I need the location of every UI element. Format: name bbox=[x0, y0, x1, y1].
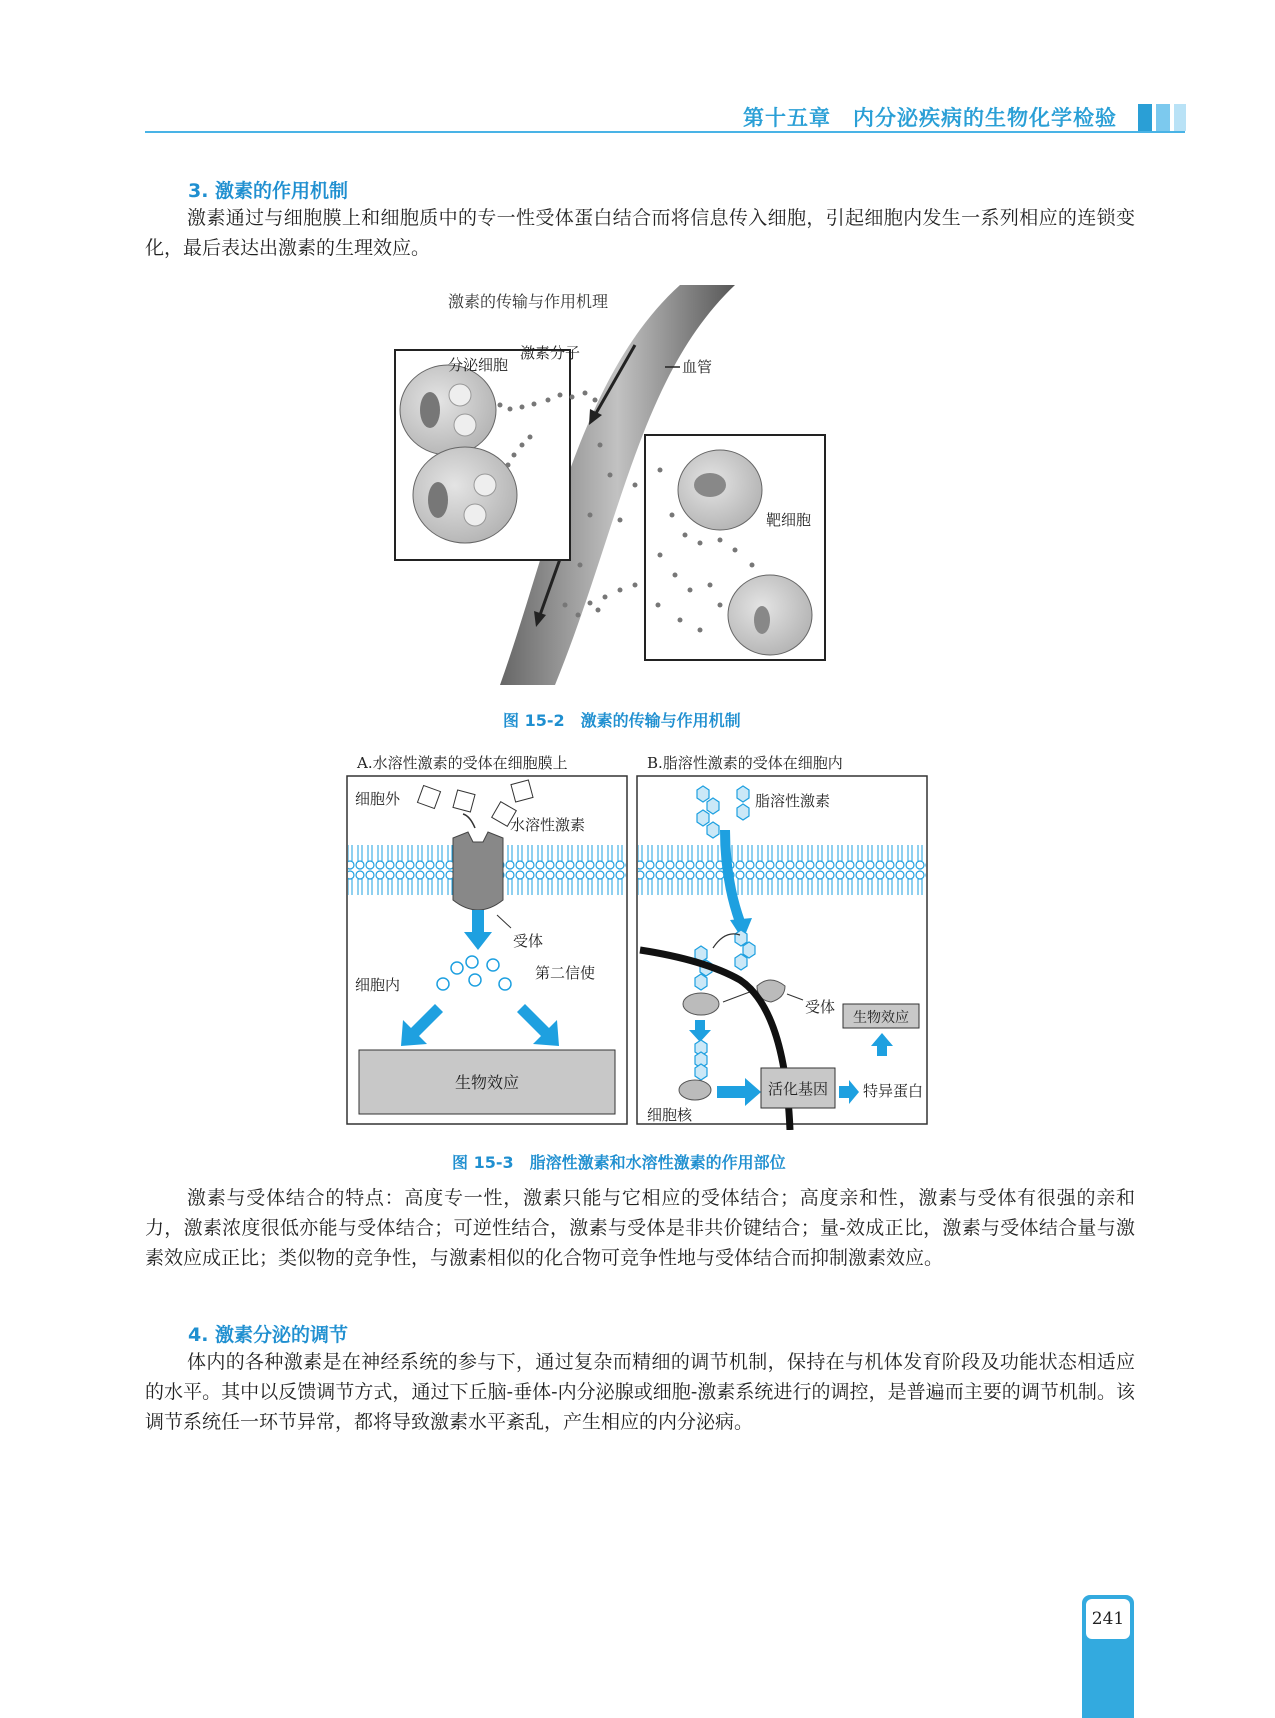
section-heading-3: 3. 激素的作用机制 bbox=[188, 180, 349, 202]
label-receptor-a: 受体 bbox=[513, 932, 544, 950]
nucleus bbox=[754, 606, 770, 634]
header-decoration bbox=[1138, 104, 1152, 131]
label-second-messenger: 第二信使 bbox=[535, 964, 596, 982]
header-decoration bbox=[1156, 104, 1170, 131]
secretory-cell bbox=[400, 365, 496, 455]
panel-b-title: B.脂溶性激素的受体在细胞内 bbox=[647, 754, 843, 772]
label-hormone-molecule: 激素分子 bbox=[520, 344, 581, 362]
nucleus bbox=[428, 482, 448, 518]
panel-a-title: A.水溶性激素的受体在细胞膜上 bbox=[357, 754, 568, 772]
target-cell bbox=[728, 575, 812, 655]
figure2-caption: 图 15-3 脂溶性激素和水溶性激素的作用部位 bbox=[452, 1153, 786, 1172]
label-target-cell: 靶细胞 bbox=[766, 511, 812, 529]
label-lipid-hormone: 脂溶性激素 bbox=[755, 792, 831, 810]
label-specific-protein: 特异蛋白 bbox=[863, 1082, 924, 1100]
header-rule bbox=[145, 131, 1185, 133]
section-heading-4: 4. 激素分泌的调节 bbox=[188, 1324, 349, 1346]
label-inside-cell: 细胞内 bbox=[355, 976, 401, 994]
nucleus bbox=[420, 392, 440, 428]
page-number: 241 bbox=[1086, 1599, 1130, 1639]
label-effect-a: 生物效应 bbox=[454, 1073, 520, 1092]
section3-paragraph: 激素通过与细胞膜上和细胞质中的专一性受体蛋白结合而将信息传入细胞，引起细胞内发生一系列相应的连锁变化，最后表达出激素的生理效应。 bbox=[145, 207, 1135, 259]
nuclear-receptor bbox=[679, 1080, 711, 1100]
binding-paragraph: 激素与受体结合的特点：高度专一性，激素只能与它相应的受体结合；高度亲和性，激素与受体有很强的亲和力，激素浓度很低亦能与受体结合；可逆性结合，激素与受体是非共价键结合；量-效成正比，激素与受体结合量与激素效应成正比；类似物的竞争性，与激素相似的化合物可竞争性地与受体结合而抑制激素效应。 bbox=[145, 1187, 1135, 1269]
label-secretory-cell: 分泌细胞 bbox=[448, 356, 509, 374]
cell-membrane bbox=[638, 838, 926, 898]
header-decoration bbox=[1174, 104, 1186, 131]
nucleus bbox=[694, 473, 726, 497]
label-blood-vessel: 血管 bbox=[682, 358, 713, 376]
cytoplasm-receptor bbox=[683, 993, 719, 1015]
section4-paragraph: 体内的各种激素是在神经系统的参与下，通过复杂而精细的调节机制，保持在与机体发育阶段及功能状态相适应的水平。其中以反馈调节方式，通过下丘脑-垂体-内分泌腺或细胞-激素系统进行的调控，是普遍而主要的调节机制。该调节系统任一环节异常，都将导致激素水平紊乱，产生相应的内分泌病。 bbox=[145, 1351, 1135, 1433]
lipid-hormone-molecule bbox=[695, 1040, 707, 1080]
label-receptor-b: 受体 bbox=[805, 998, 836, 1016]
figure-receptor-locations bbox=[345, 750, 930, 1130]
figure1-title: 激素的传输与作用机理 bbox=[448, 292, 609, 311]
chapter-header: 第十五章 内分泌疾病的生物化学检验 bbox=[743, 106, 1117, 130]
membrane-receptor bbox=[453, 832, 503, 910]
label-effect-b: 生物效应 bbox=[853, 1010, 909, 1026]
label-outside-cell: 细胞外 bbox=[355, 790, 401, 808]
label-nucleus: 细胞核 bbox=[647, 1106, 693, 1124]
figure-hormone-transport bbox=[390, 285, 910, 685]
label-water-hormone: 水溶性激素 bbox=[510, 816, 586, 834]
label-activate-gene: 活化基因 bbox=[767, 1080, 829, 1098]
figure1-caption: 图 15-2 激素的传输与作用机制 bbox=[503, 711, 741, 730]
